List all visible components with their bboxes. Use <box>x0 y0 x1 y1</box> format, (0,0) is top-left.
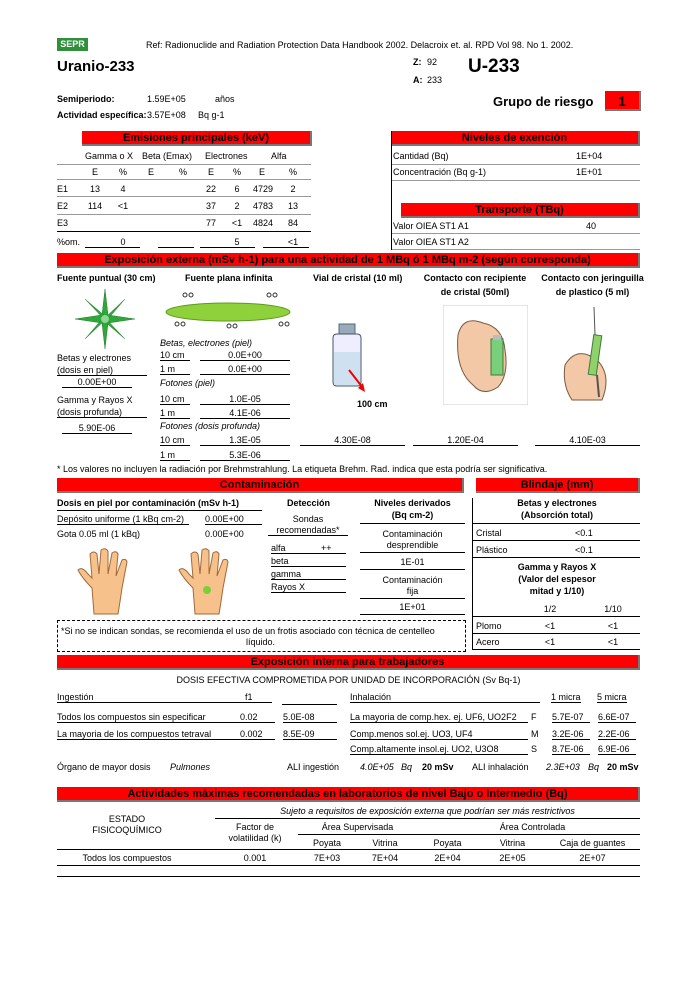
plana-f10-value: 1.0E-05 <box>200 394 290 405</box>
ali-inhalacion-label: ALI inhalación <box>472 762 529 772</box>
externa-title: Exposición externa (mSv h-1) para una actividad de 1 MBq ó 1 MBq m-2 (según corresponda) <box>57 253 640 268</box>
deteccion-title: Detección <box>287 498 331 508</box>
a-value: 233 <box>427 75 443 85</box>
recipiente-value: 1.20E-04 <box>413 435 518 446</box>
sondas-1: Sondas <box>292 514 324 524</box>
emi-cell: 22 <box>205 184 216 194</box>
blindaje-be-title-2: (Absorción total) <box>521 510 593 520</box>
element-name: Uranio-233 <box>57 58 135 75</box>
om-alfa: <1 <box>287 237 299 247</box>
organo-label: Órgano de mayor dosis <box>57 762 151 772</box>
plana-d1: 1 m <box>160 364 190 375</box>
vial-icon <box>325 322 375 396</box>
emi-sub: % <box>232 167 241 177</box>
plana-d1: 1 m <box>160 408 190 419</box>
a-label: A: <box>413 75 423 85</box>
hand-drop-icon <box>175 548 245 616</box>
half-life-value: 1.59E+05 <box>147 94 186 104</box>
ing-row-f1: 0.02 <box>240 712 275 723</box>
sonda-alfa: alfa <box>271 543 346 554</box>
sonda-beta: beta <box>271 556 346 567</box>
inh-row-label: Comp.altamente insol.ej. UO2, U3O8 <box>350 744 528 755</box>
ali-ingestion-bq: Bq <box>401 762 413 772</box>
blindaje-be-title-1: Betas y electrones <box>517 498 597 508</box>
ctrl-poyata: Poyata <box>433 838 462 848</box>
plana-d1-value: 5.3E-06 <box>200 450 290 461</box>
emi-cell: 114 <box>87 201 103 211</box>
niveles-title-1: Niveles derivados <box>374 498 451 508</box>
tenth-label: 1/10 <box>604 604 622 614</box>
a1-value: 40 <box>586 221 597 231</box>
acero-label: Acero <box>476 637 500 647</box>
gamma-label-2: (dosis profunda) <box>57 407 147 418</box>
z-label: Z: <box>413 57 422 67</box>
emi-cell: 4783 <box>252 201 274 211</box>
cristal-value: <0.1 <box>575 528 593 538</box>
micra-5-label: 5 micra <box>597 692 627 702</box>
col-jeringuilla-2: de plastico (5 ml) <box>555 287 630 297</box>
col-vial: Vial de cristal (10 ml) <box>313 273 403 283</box>
emi-cell: 6 <box>234 184 240 194</box>
plomo-tenth: <1 <box>607 621 619 631</box>
ali-inhalacion-bq: Bq <box>588 762 600 772</box>
ingestion-label: Ingestión <box>57 692 272 703</box>
emi-cell: <1 <box>117 201 129 211</box>
estado-1: ESTADO <box>108 814 146 824</box>
act-row-label: Todos los compuestos <box>82 853 172 863</box>
deposito-label: Depósito uniforme (1 kBq cm-2) <box>57 514 189 525</box>
ali-inhalacion-msv: 20 mSv <box>607 762 639 772</box>
interna-subtitle: DOSIS EFECTIVA COMPROMETIDA POR UNIDAD DE INCORPORACIÓN (Sv Bq-1) <box>176 675 521 685</box>
ing-row-value: 5.0E-08 <box>283 712 337 723</box>
plana-d1: 1 m <box>160 450 190 461</box>
inh-row-type: F <box>531 712 537 722</box>
exencion-title: Niveles de exención <box>391 131 640 146</box>
ing-row-label: La mayoria de los compuestos tetraval <box>57 729 242 740</box>
betas-label-2: (dosis en piel) <box>57 365 147 376</box>
desprendible-1: Contaminación <box>382 529 443 539</box>
inh-row-label: La mayoria de comp.hex. ej. UF6, UO2F2 <box>350 712 528 723</box>
risk-group-label: Grupo de riesgo <box>493 94 594 109</box>
ali-inhalacion-value: 2.3E+03 <box>546 762 580 772</box>
sonda-gamma: gamma <box>271 569 346 580</box>
col-recipiente-1: Contacto con recipiente <box>423 273 527 283</box>
emi-sub: % <box>178 167 187 177</box>
act-row-ctrl-poyata: 2E+04 <box>434 853 461 863</box>
sondas-note-1: *Si no se indican sondas, se recomienda el uso de un frotis asociado con técnica de centelleo <box>61 626 435 636</box>
syringe-icon <box>557 305 632 405</box>
plastico-label: Plástico <box>476 545 508 555</box>
reference-text: Ref: Radionuclide and Radiation Protection Data Handbook 2002. Delacroix et. al. RPD Vol 98. No 1. 2002. <box>146 40 574 50</box>
col-recipiente-2: de cristal (50ml) <box>440 287 510 297</box>
emi-cell: 84 <box>287 218 298 228</box>
desprendible-value: 1E-01 <box>400 557 425 567</box>
om-elec: 5 <box>234 237 240 247</box>
act-row-ctrl-vitrina: 2E+05 <box>499 853 526 863</box>
area-supervisada: Área Supervisada <box>321 822 394 832</box>
act-row-sup-vitrina: 7E+04 <box>371 853 399 863</box>
emi-sub: E <box>147 167 154 177</box>
factor-2: volatilidad (k) <box>228 833 282 843</box>
sondas-note-box <box>57 620 466 652</box>
cantidad-value: 1E+04 <box>576 151 603 161</box>
vial-value: 4.30E-08 <box>300 435 405 446</box>
plana-betas-label: Betas, electrones (piel) <box>160 338 253 348</box>
cantidad-label: Cantidad (Bq) <box>393 151 449 161</box>
desprendible-2: desprendible <box>386 540 439 550</box>
ctrl-caja: Caja de guantes <box>559 838 626 848</box>
sonda-rayos: Rayos X <box>271 582 346 593</box>
blindaje-g-title-3: mitad y 1/10) <box>529 586 585 596</box>
emi-cell: 37 <box>205 201 216 211</box>
estado-2: FISICOQUÍMICO <box>92 825 162 835</box>
om-gamma: 0 <box>120 237 126 247</box>
plana-fotd-label: Fotones (dosis profunda) <box>160 421 261 431</box>
half-life-unit: años <box>215 94 235 104</box>
emi-sub: % <box>288 167 297 177</box>
inhalacion-label: Inhalación <box>350 692 540 703</box>
emi-row-label: E3 <box>57 218 69 228</box>
plomo-half: <1 <box>544 621 556 631</box>
concentracion-label: Concentración (Bq g-1) <box>393 167 487 177</box>
plana-d10: 10 cm <box>160 435 190 446</box>
f1-label: f1 <box>245 692 253 702</box>
activity-unit: Bq g-1 <box>198 110 225 120</box>
risk-group-value: 1 <box>605 91 641 111</box>
betas-point-value: 0.00E+00 <box>62 377 132 388</box>
micra-1-label: 1 micra <box>551 692 581 702</box>
plana-fotones-label: Fotones (piel) <box>160 378 216 388</box>
nuclide-symbol: U-233 <box>468 56 520 77</box>
activity-label: Actividad específica: <box>57 110 147 120</box>
betas-label-1: Betas y electrones <box>57 353 132 363</box>
acero-half: <1 <box>544 637 556 647</box>
act-row-sup-poyata: 7E+03 <box>313 853 341 863</box>
emisiones-h-beta: Beta (Emax) <box>142 151 193 161</box>
container-hand-icon <box>443 305 528 405</box>
externa-note: * Los valores no incluyen la radiación por Brehmstrahlung. La etiqueta Brehm. Rad. indica que esta podría ser significativa. <box>57 464 548 474</box>
activity-value: 3.57E+08 <box>147 110 186 120</box>
transporte-title: Transporte (TBq) <box>401 203 640 218</box>
inh-row-label: Comp.menos sol.ej. UO3, UF4 <box>350 729 528 740</box>
emi-cell: 2 <box>234 201 240 211</box>
inh-row-type: M <box>531 729 539 739</box>
plana-d10: 10 cm <box>160 350 190 361</box>
fija-value: 1E+01 <box>399 602 426 612</box>
fija-2: fija <box>406 586 419 596</box>
dosis-piel-title: Dosis en piel por contaminación (mSv h-1) <box>57 498 240 508</box>
sondas-note-2: líquido. <box>245 637 276 647</box>
factor-1: Factor de <box>235 822 275 832</box>
inh-row-v5: 6.6E-07 <box>598 712 636 723</box>
col-fuente-puntual: Fuente puntual (30 cm) <box>57 273 156 283</box>
ali-ingestion-value: 4.0E+05 <box>360 762 394 772</box>
ctrl-vitrina: Vitrina <box>499 838 526 848</box>
deposito-value: 0.00E+00 <box>205 514 262 525</box>
emi-row-label: E1 <box>57 184 69 194</box>
plane-source-icon <box>163 290 293 330</box>
emi-cell: 4729 <box>252 184 274 194</box>
emisiones-title: Emisiones principales (keV) <box>82 131 312 146</box>
emisiones-h-elec: Electrones <box>205 151 248 161</box>
plastico-value: <0.1 <box>575 545 593 555</box>
blindaje-title: Blindaje (mm) <box>476 478 640 493</box>
emi-sub: % <box>118 167 127 177</box>
sepr-logo: SEPR <box>57 38 88 51</box>
cristal-label: Cristal <box>476 528 502 538</box>
emi-cell: 77 <box>205 218 216 228</box>
organo-value: Pulmones <box>170 762 211 772</box>
ing-row-label: Todos los compuestos sin especificar <box>57 712 242 723</box>
emi-cell: 4824 <box>252 218 274 228</box>
emisiones-h-gamma: Gamma o X <box>85 151 134 161</box>
plana-b10-value: 0.0E+00 <box>200 350 290 361</box>
point-source-icon <box>73 287 137 351</box>
inh-row-v5: 2.2E-06 <box>598 729 636 740</box>
act-row-ctrl-caja: 2E+07 <box>579 853 606 863</box>
ali-ingestion-label: ALI ingestión <box>287 762 340 772</box>
inh-row-v1: 8.7E-06 <box>552 744 590 755</box>
half-label: 1/2 <box>543 604 557 614</box>
area-controlada: Área Controlada <box>499 822 566 832</box>
z-value: 92 <box>427 57 438 67</box>
plomo-label: Plomo <box>476 621 502 631</box>
emi-sub: E <box>91 167 98 177</box>
actividades-title: Actividades máximas recomendadas en laboratorios de nivel Bajo o Intermedio (Bq) <box>57 787 640 802</box>
ali-ingestion-msv: 20 mSv <box>422 762 454 772</box>
vial-distance: 100 cm <box>357 399 388 409</box>
inh-row-v1: 3.2E-06 <box>552 729 590 740</box>
hand-uniform-icon <box>74 548 144 616</box>
blindaje-g-title-1: Gamma y Rayos X <box>517 562 597 572</box>
emi-cell: <1 <box>231 218 243 228</box>
act-row-k: 0.001 <box>243 853 267 863</box>
gamma-label-1: Gamma y Rayos X <box>57 395 133 405</box>
gamma-point-value: 5.90E-06 <box>62 423 132 434</box>
inh-row-type: S <box>531 744 538 754</box>
emi-cell: 13 <box>89 184 100 194</box>
jeringuilla-value: 4.10E-03 <box>535 435 640 446</box>
gota-label: Gota 0.05 ml (1 kBq) <box>57 529 141 539</box>
sup-poyata: Poyata <box>312 838 342 848</box>
sup-vitrina: Vitrina <box>372 838 398 848</box>
contaminacion-title: Contaminación <box>57 478 464 493</box>
ing-row-f1: 0.002 <box>240 729 275 740</box>
blindaje-g-title-2: (Valor del espesor <box>518 574 596 584</box>
col-fuente-plana: Fuente plana infinita <box>185 273 273 283</box>
plana-f1-value: 4.1E-06 <box>200 408 290 419</box>
emi-cell: 2 <box>290 184 296 194</box>
fija-1: Contaminación <box>382 575 443 585</box>
col-jeringuilla-1: Contacto con jeringuilla <box>541 273 644 283</box>
gota-value: 0.00E+00 <box>205 529 244 539</box>
half-life-label: Semiperiodo: <box>57 94 115 104</box>
emi-row-label: E2 <box>57 201 69 211</box>
emi-cell: 13 <box>287 201 298 211</box>
emi-sub: E <box>207 167 214 177</box>
acero-tenth: <1 <box>607 637 619 647</box>
inh-row-v1: 5.7E-07 <box>552 712 590 723</box>
inh-row-v5: 6.9E-06 <box>598 744 636 755</box>
plana-d10-value: 1.3E-05 <box>200 435 290 446</box>
emisiones-h-alfa: Alfa <box>271 151 287 161</box>
sondas-2: recomendadas* <box>268 525 348 536</box>
plana-d10: 10 cm <box>160 394 190 405</box>
plana-b1-value: 0.0E+00 <box>200 364 290 375</box>
emi-cell: 4 <box>120 184 126 194</box>
niveles-title-2: (Bq cm-2) <box>391 510 434 520</box>
concentracion-value: 1E+01 <box>576 167 603 177</box>
sujeto-note: Sujeto a requisitos de exposición externa que podrían ser más restrictivos <box>280 806 575 816</box>
emi-sub: E <box>258 167 265 177</box>
ing-row-value: 8.5E-09 <box>283 729 337 740</box>
sonda-alfa-value: ++ <box>321 543 332 553</box>
interna-title: Exposición interna para trabajadores <box>57 655 640 670</box>
a2-label: Valor OIEA ST1 A2 <box>393 237 469 247</box>
om-label: %om. <box>57 237 81 247</box>
a1-label: Valor OIEA ST1 A1 <box>393 221 469 231</box>
